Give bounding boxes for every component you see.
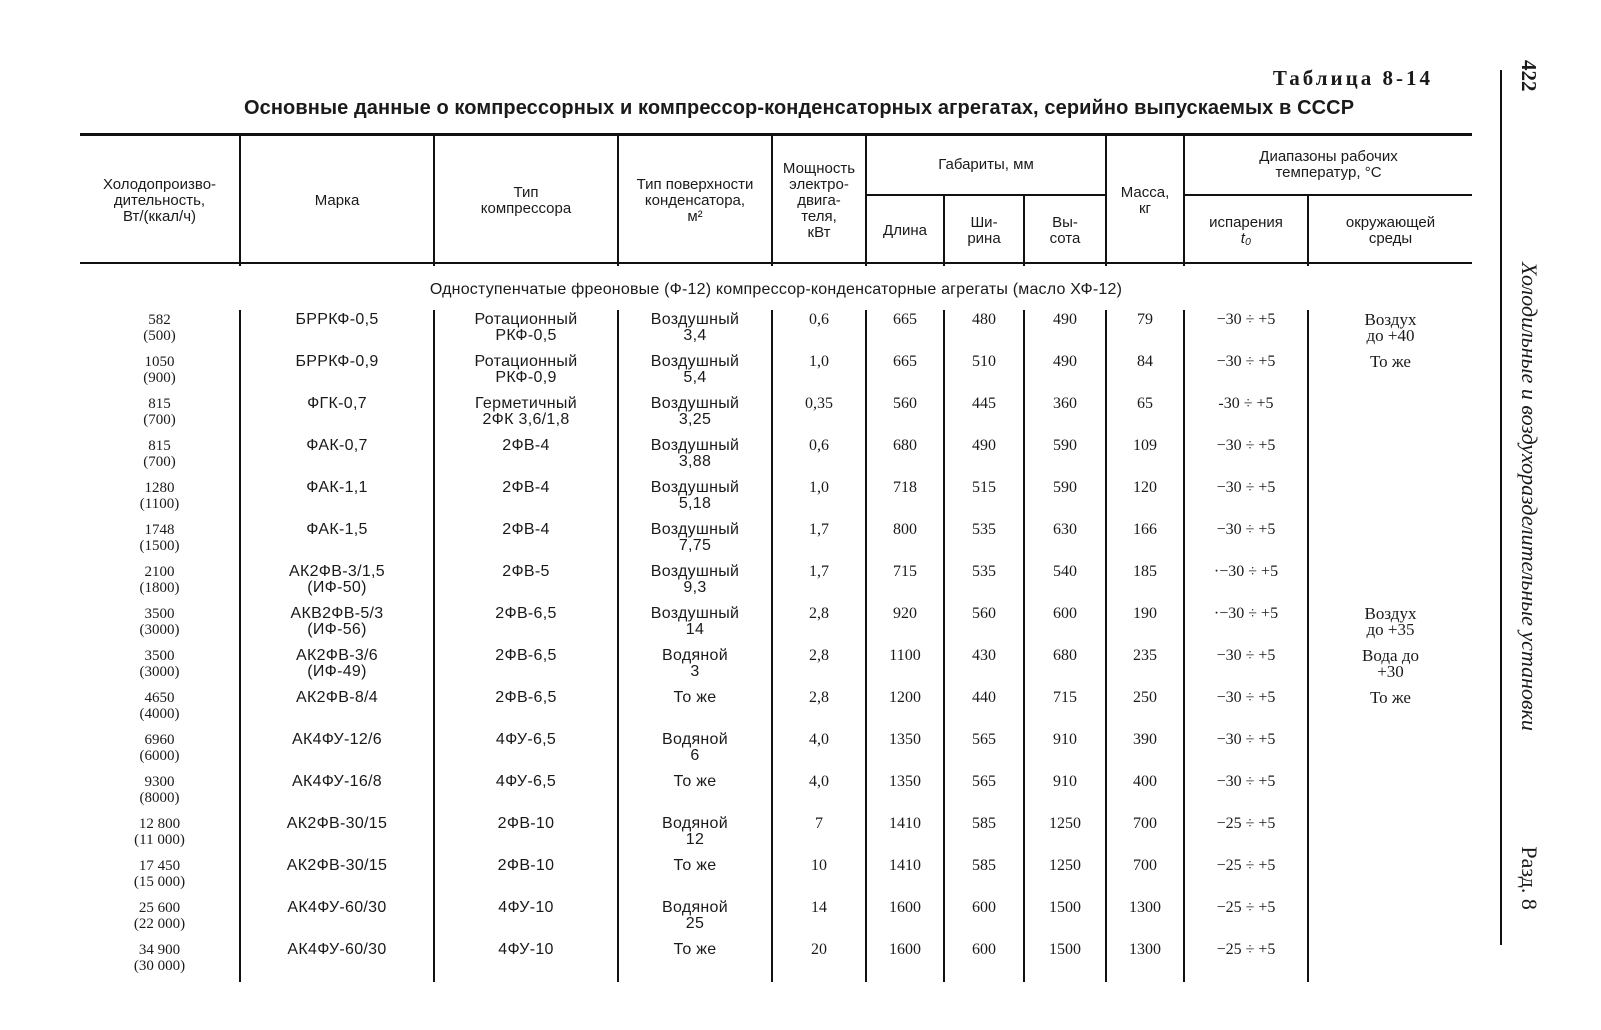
cell-evaporation-temp: ·−30 ÷ +5	[1184, 562, 1308, 604]
margin-rule	[1500, 70, 1502, 945]
cell-length: 680	[866, 436, 944, 478]
cell-brand: АК4ФУ-12/6	[240, 730, 434, 772]
cell-mass: 185	[1106, 562, 1184, 604]
cell-capacity: 12 800 (11 000)	[134, 816, 185, 848]
cell-brand: АК4ФУ-60/30	[240, 898, 434, 940]
cell-capacity: 582 (500)	[143, 312, 176, 344]
cell-ambient-temp	[1308, 898, 1472, 940]
cell-length: 1350	[866, 730, 944, 772]
cell-brand: ФАК-0,7	[240, 436, 434, 478]
cell-condenser-surface: Водяной 25	[618, 898, 772, 940]
cell-height: 1500	[1024, 898, 1106, 940]
cell-height: 590	[1024, 478, 1106, 520]
cell-mass: 1300	[1106, 898, 1184, 940]
cell-brand: АК2ФВ-30/15	[240, 856, 434, 898]
header-brand: Марка	[240, 136, 434, 266]
cell-motor-power: 20	[772, 940, 866, 982]
cell-width: 600	[944, 940, 1024, 982]
cell-motor-power: 2,8	[772, 646, 866, 688]
table-row	[80, 520, 1472, 562]
cell-height: 715	[1024, 688, 1106, 730]
cell-capacity: 3500 (3000)	[139, 648, 180, 680]
cell-ambient-temp	[1308, 814, 1472, 856]
cell-motor-power: 1,7	[772, 562, 866, 604]
header-height: Вы- сота	[1024, 195, 1106, 266]
cell-compressor-type: 2ФВ-6,5	[434, 688, 618, 730]
cell-ambient-temp	[1308, 730, 1472, 772]
cell-capacity: 3500 (3000)	[139, 606, 180, 638]
cell-height: 910	[1024, 772, 1106, 814]
header-width: Ши- рина	[944, 195, 1024, 266]
cell-length: 1600	[866, 898, 944, 940]
cell-ambient-temp: Вода до +30	[1308, 646, 1472, 688]
table-row	[80, 478, 1472, 520]
cell-mass: 166	[1106, 520, 1184, 562]
cell-length: 665	[866, 310, 944, 352]
cell-compressor-type: 2ФВ-6,5	[434, 604, 618, 646]
cell-capacity: 25 600 (22 000)	[133, 900, 186, 932]
cell-ambient-temp: Воздух до +35	[1308, 604, 1472, 646]
cell-brand: ФГК-0,7	[240, 394, 434, 436]
cell-ambient-temp: Воздух до +40	[1308, 310, 1472, 352]
cell-evaporation-temp: −30 ÷ +5	[1184, 310, 1308, 352]
cell-width: 565	[944, 730, 1024, 772]
cell-ambient-temp	[1308, 436, 1472, 478]
table-title: Основные данные о компрессорных и компрессор-конденсаторных агрегатах, серийно выпускаемых в СССР	[244, 97, 1355, 119]
cell-mass: 1300	[1106, 940, 1184, 982]
cell-condenser-surface: Воздушный 5,18	[618, 478, 772, 520]
cell-ambient-temp	[1308, 520, 1472, 562]
cell-brand: АКВ2ФВ-5/3 (ИФ-56)	[240, 604, 434, 646]
running-title: Холодильные и воздухоразделительные установки	[1517, 262, 1542, 731]
header-condenser-surface: Тип поверхности конденсатора, м²	[618, 136, 772, 266]
cell-height: 600	[1024, 604, 1106, 646]
cell-width: 515	[944, 478, 1024, 520]
cell-brand: АК2ФВ-8/4	[240, 688, 434, 730]
cell-capacity: 815 (700)	[143, 396, 176, 428]
cell-ambient-temp	[1308, 394, 1472, 436]
section-row	[80, 266, 1472, 310]
cell-width: 585	[944, 856, 1024, 898]
cell-evaporation-temp: −30 ÷ +5	[1184, 352, 1308, 394]
cell-evaporation-temp: ·−30 ÷ +5	[1184, 604, 1308, 646]
cell-motor-power: 1,0	[772, 478, 866, 520]
table-row	[80, 898, 1472, 940]
cell-height: 680	[1024, 646, 1106, 688]
cell-evaporation-temp: −25 ÷ +5	[1184, 898, 1308, 940]
cell-condenser-surface: Воздушный 14	[618, 604, 772, 646]
cell-compressor-type: 4ФУ-10	[434, 940, 618, 982]
cell-compressor-type: 2ФВ-6,5	[434, 646, 618, 688]
cell-length: 718	[866, 478, 944, 520]
cell-evaporation-temp: −30 ÷ +5	[1184, 478, 1308, 520]
cell-compressor-type: 4ФУ-6,5	[434, 730, 618, 772]
cell-mass: 700	[1106, 856, 1184, 898]
cell-motor-power: 0,6	[772, 310, 866, 352]
cell-brand: ФАК-1,1	[240, 478, 434, 520]
cell-width: 490	[944, 436, 1024, 478]
cell-compressor-type: Герметичный 2ФК 3,6/1,8	[434, 394, 618, 436]
cell-capacity: 1748 (1500)	[139, 522, 180, 554]
table-row	[80, 604, 1472, 646]
cell-motor-power: 7	[772, 814, 866, 856]
cell-condenser-surface: Водяной 6	[618, 730, 772, 772]
cell-capacity: 815 (700)	[143, 438, 176, 470]
cell-height: 360	[1024, 394, 1106, 436]
cell-length: 1410	[866, 856, 944, 898]
cell-height: 490	[1024, 310, 1106, 352]
cell-height: 1250	[1024, 814, 1106, 856]
cell-length: 1600	[866, 940, 944, 982]
cell-motor-power: 2,8	[772, 688, 866, 730]
cell-width: 430	[944, 646, 1024, 688]
cell-evaporation-temp: −25 ÷ +5	[1184, 814, 1308, 856]
cell-evaporation-temp: −30 ÷ +5	[1184, 730, 1308, 772]
cell-compressor-type: 2ФВ-10	[434, 814, 618, 856]
cell-length: 1410	[866, 814, 944, 856]
cell-motor-power: 14	[772, 898, 866, 940]
cell-height: 590	[1024, 436, 1106, 478]
table-row	[80, 730, 1472, 772]
cell-condenser-surface: Водяной 12	[618, 814, 772, 856]
cell-capacity: 1280 (1100)	[139, 480, 180, 512]
cell-motor-power: 10	[772, 856, 866, 898]
cell-ambient-temp	[1308, 478, 1472, 520]
cell-capacity: 6960 (6000)	[139, 732, 180, 764]
table-row	[80, 646, 1472, 688]
cell-height: 540	[1024, 562, 1106, 604]
cell-mass: 120	[1106, 478, 1184, 520]
cell-condenser-surface: То же	[618, 688, 772, 730]
cell-brand: АК2ФВ-30/15	[240, 814, 434, 856]
header-ambient: окружающей среды	[1308, 195, 1472, 266]
cell-mass: 250	[1106, 688, 1184, 730]
cell-width: 480	[944, 310, 1024, 352]
cell-evaporation-temp: -30 ÷ +5	[1184, 394, 1308, 436]
cell-compressor-type: 2ФВ-4	[434, 478, 618, 520]
cell-evaporation-temp: −30 ÷ +5	[1184, 436, 1308, 478]
cell-brand: АК2ФВ-3/1,5 (ИФ-50)	[240, 562, 434, 604]
cell-length: 1100	[866, 646, 944, 688]
cell-brand: ФАК-1,5	[240, 520, 434, 562]
cell-condenser-surface: Воздушный 7,75	[618, 520, 772, 562]
section-title: Одноступенчатые фреоновые (Ф-12) компрессор-конденсаторные агрегаты (масло ХФ-12)	[429, 281, 1123, 298]
header-compressor-type: Тип компрессора	[434, 136, 618, 266]
cell-brand: АК4ФУ-16/8	[240, 772, 434, 814]
cell-capacity: 1050 (900)	[143, 354, 176, 386]
cell-length: 920	[866, 604, 944, 646]
table-row	[80, 352, 1472, 394]
cell-capacity: 34 900 (30 000)	[133, 942, 186, 974]
header-evaporation: испарения t₀	[1184, 195, 1308, 266]
cell-condenser-surface: Воздушный 3,25	[618, 394, 772, 436]
table-row	[80, 814, 1472, 856]
cell-mass: 109	[1106, 436, 1184, 478]
cell-ambient-temp	[1308, 940, 1472, 982]
table-row	[80, 772, 1472, 814]
cell-condenser-surface: То же	[618, 772, 772, 814]
cell-width: 565	[944, 772, 1024, 814]
table-row	[80, 394, 1472, 436]
cell-width: 560	[944, 604, 1024, 646]
cell-compressor-type: 2ФВ-5	[434, 562, 618, 604]
page-number: 422	[1517, 60, 1541, 92]
cell-evaporation-temp: −30 ÷ +5	[1184, 688, 1308, 730]
cell-motor-power: 4,0	[772, 772, 866, 814]
cell-length: 1350	[866, 772, 944, 814]
cell-mass: 65	[1106, 394, 1184, 436]
cell-height: 630	[1024, 520, 1106, 562]
cell-compressor-type: Ротационный РКФ-0,5	[434, 310, 618, 352]
cell-compressor-type: 2ФВ-4	[434, 520, 618, 562]
cell-width: 535	[944, 562, 1024, 604]
cell-height: 910	[1024, 730, 1106, 772]
cell-length: 800	[866, 520, 944, 562]
cell-width: 440	[944, 688, 1024, 730]
cell-height: 490	[1024, 352, 1106, 394]
cell-mass: 190	[1106, 604, 1184, 646]
cell-ambient-temp	[1308, 562, 1472, 604]
cell-ambient-temp	[1308, 772, 1472, 814]
cell-width: 445	[944, 394, 1024, 436]
cell-brand: АК2ФВ-3/6 (ИФ-49)	[240, 646, 434, 688]
cell-compressor-type: Ротационный РКФ-0,9	[434, 352, 618, 394]
cell-condenser-surface: То же	[618, 856, 772, 898]
cell-length: 665	[866, 352, 944, 394]
cell-mass: 400	[1106, 772, 1184, 814]
cell-length: 560	[866, 394, 944, 436]
compressor-data-table	[80, 136, 1472, 982]
cell-mass: 84	[1106, 352, 1184, 394]
cell-motor-power: 2,8	[772, 604, 866, 646]
header-temperature-ranges: Диапазоны рабочих температур, °С	[1184, 136, 1472, 195]
cell-ambient-temp: То же	[1308, 688, 1472, 730]
table-row	[80, 688, 1472, 730]
cell-compressor-type: 2ФВ-10	[434, 856, 618, 898]
cell-evaporation-temp: −25 ÷ +5	[1184, 940, 1308, 982]
table-row	[80, 436, 1472, 478]
header-dimensions: Габариты, мм	[866, 136, 1106, 195]
cell-length: 715	[866, 562, 944, 604]
cell-mass: 235	[1106, 646, 1184, 688]
cell-mass: 79	[1106, 310, 1184, 352]
cell-mass: 390	[1106, 730, 1184, 772]
table-row	[80, 310, 1472, 352]
cell-compressor-type: 2ФВ-4	[434, 436, 618, 478]
cell-width: 585	[944, 814, 1024, 856]
header-length: Длина	[866, 195, 944, 266]
cell-mass: 700	[1106, 814, 1184, 856]
cell-width: 510	[944, 352, 1024, 394]
running-header-text	[1516, 60, 1542, 910]
cell-height: 1250	[1024, 856, 1106, 898]
cell-motor-power: 1,0	[772, 352, 866, 394]
cell-compressor-type: 4ФУ-10	[434, 898, 618, 940]
cell-width: 600	[944, 898, 1024, 940]
running-header	[1508, 60, 1542, 960]
cell-evaporation-temp: −30 ÷ +5	[1184, 772, 1308, 814]
cell-capacity: 2100 (1800)	[139, 564, 180, 596]
cell-evaporation-temp: −30 ÷ +5	[1184, 646, 1308, 688]
cell-evaporation-temp: −25 ÷ +5	[1184, 856, 1308, 898]
cell-brand: АК4ФУ-60/30	[240, 940, 434, 982]
table-row	[80, 562, 1472, 604]
cell-condenser-surface: Водяной 3	[618, 646, 772, 688]
cell-condenser-surface: То же	[618, 940, 772, 982]
table-row	[80, 940, 1472, 982]
cell-condenser-surface: Воздушный 5,4	[618, 352, 772, 394]
table-number: Таблица 8-14	[1272, 66, 1433, 90]
table-row	[80, 856, 1472, 898]
cell-ambient-temp: То же	[1308, 352, 1472, 394]
cell-motor-power: 1,7	[772, 520, 866, 562]
cell-length: 1200	[866, 688, 944, 730]
cell-motor-power: 0,35	[772, 394, 866, 436]
cell-capacity: 17 450 (15 000)	[133, 858, 186, 890]
cell-motor-power: 0,6	[772, 436, 866, 478]
cell-width: 535	[944, 520, 1024, 562]
cell-brand: БРРКФ-0,9	[240, 352, 434, 394]
header-mass: Масса, кг	[1106, 136, 1184, 266]
cell-condenser-surface: Воздушный 9,3	[618, 562, 772, 604]
cell-condenser-surface: Воздушный 3,88	[618, 436, 772, 478]
cell-condenser-surface: Воздушный 3,4	[618, 310, 772, 352]
cell-compressor-type: 4ФУ-6,5	[434, 772, 618, 814]
cell-capacity: 9300 (8000)	[139, 774, 180, 806]
cell-motor-power: 4,0	[772, 730, 866, 772]
header-motor-power: Мощность электро- двига- теля, кВт	[772, 136, 866, 266]
cell-capacity: 4650 (4000)	[139, 690, 180, 722]
header-capacity: Холодопроизво- дительность, Вт/(ккал/ч)	[102, 176, 217, 225]
section-label: Разд. 8	[1517, 846, 1542, 910]
cell-brand: БРРКФ-0,5	[240, 310, 434, 352]
cell-height: 1500	[1024, 940, 1106, 982]
cell-ambient-temp	[1308, 856, 1472, 898]
cell-evaporation-temp: −30 ÷ +5	[1184, 520, 1308, 562]
